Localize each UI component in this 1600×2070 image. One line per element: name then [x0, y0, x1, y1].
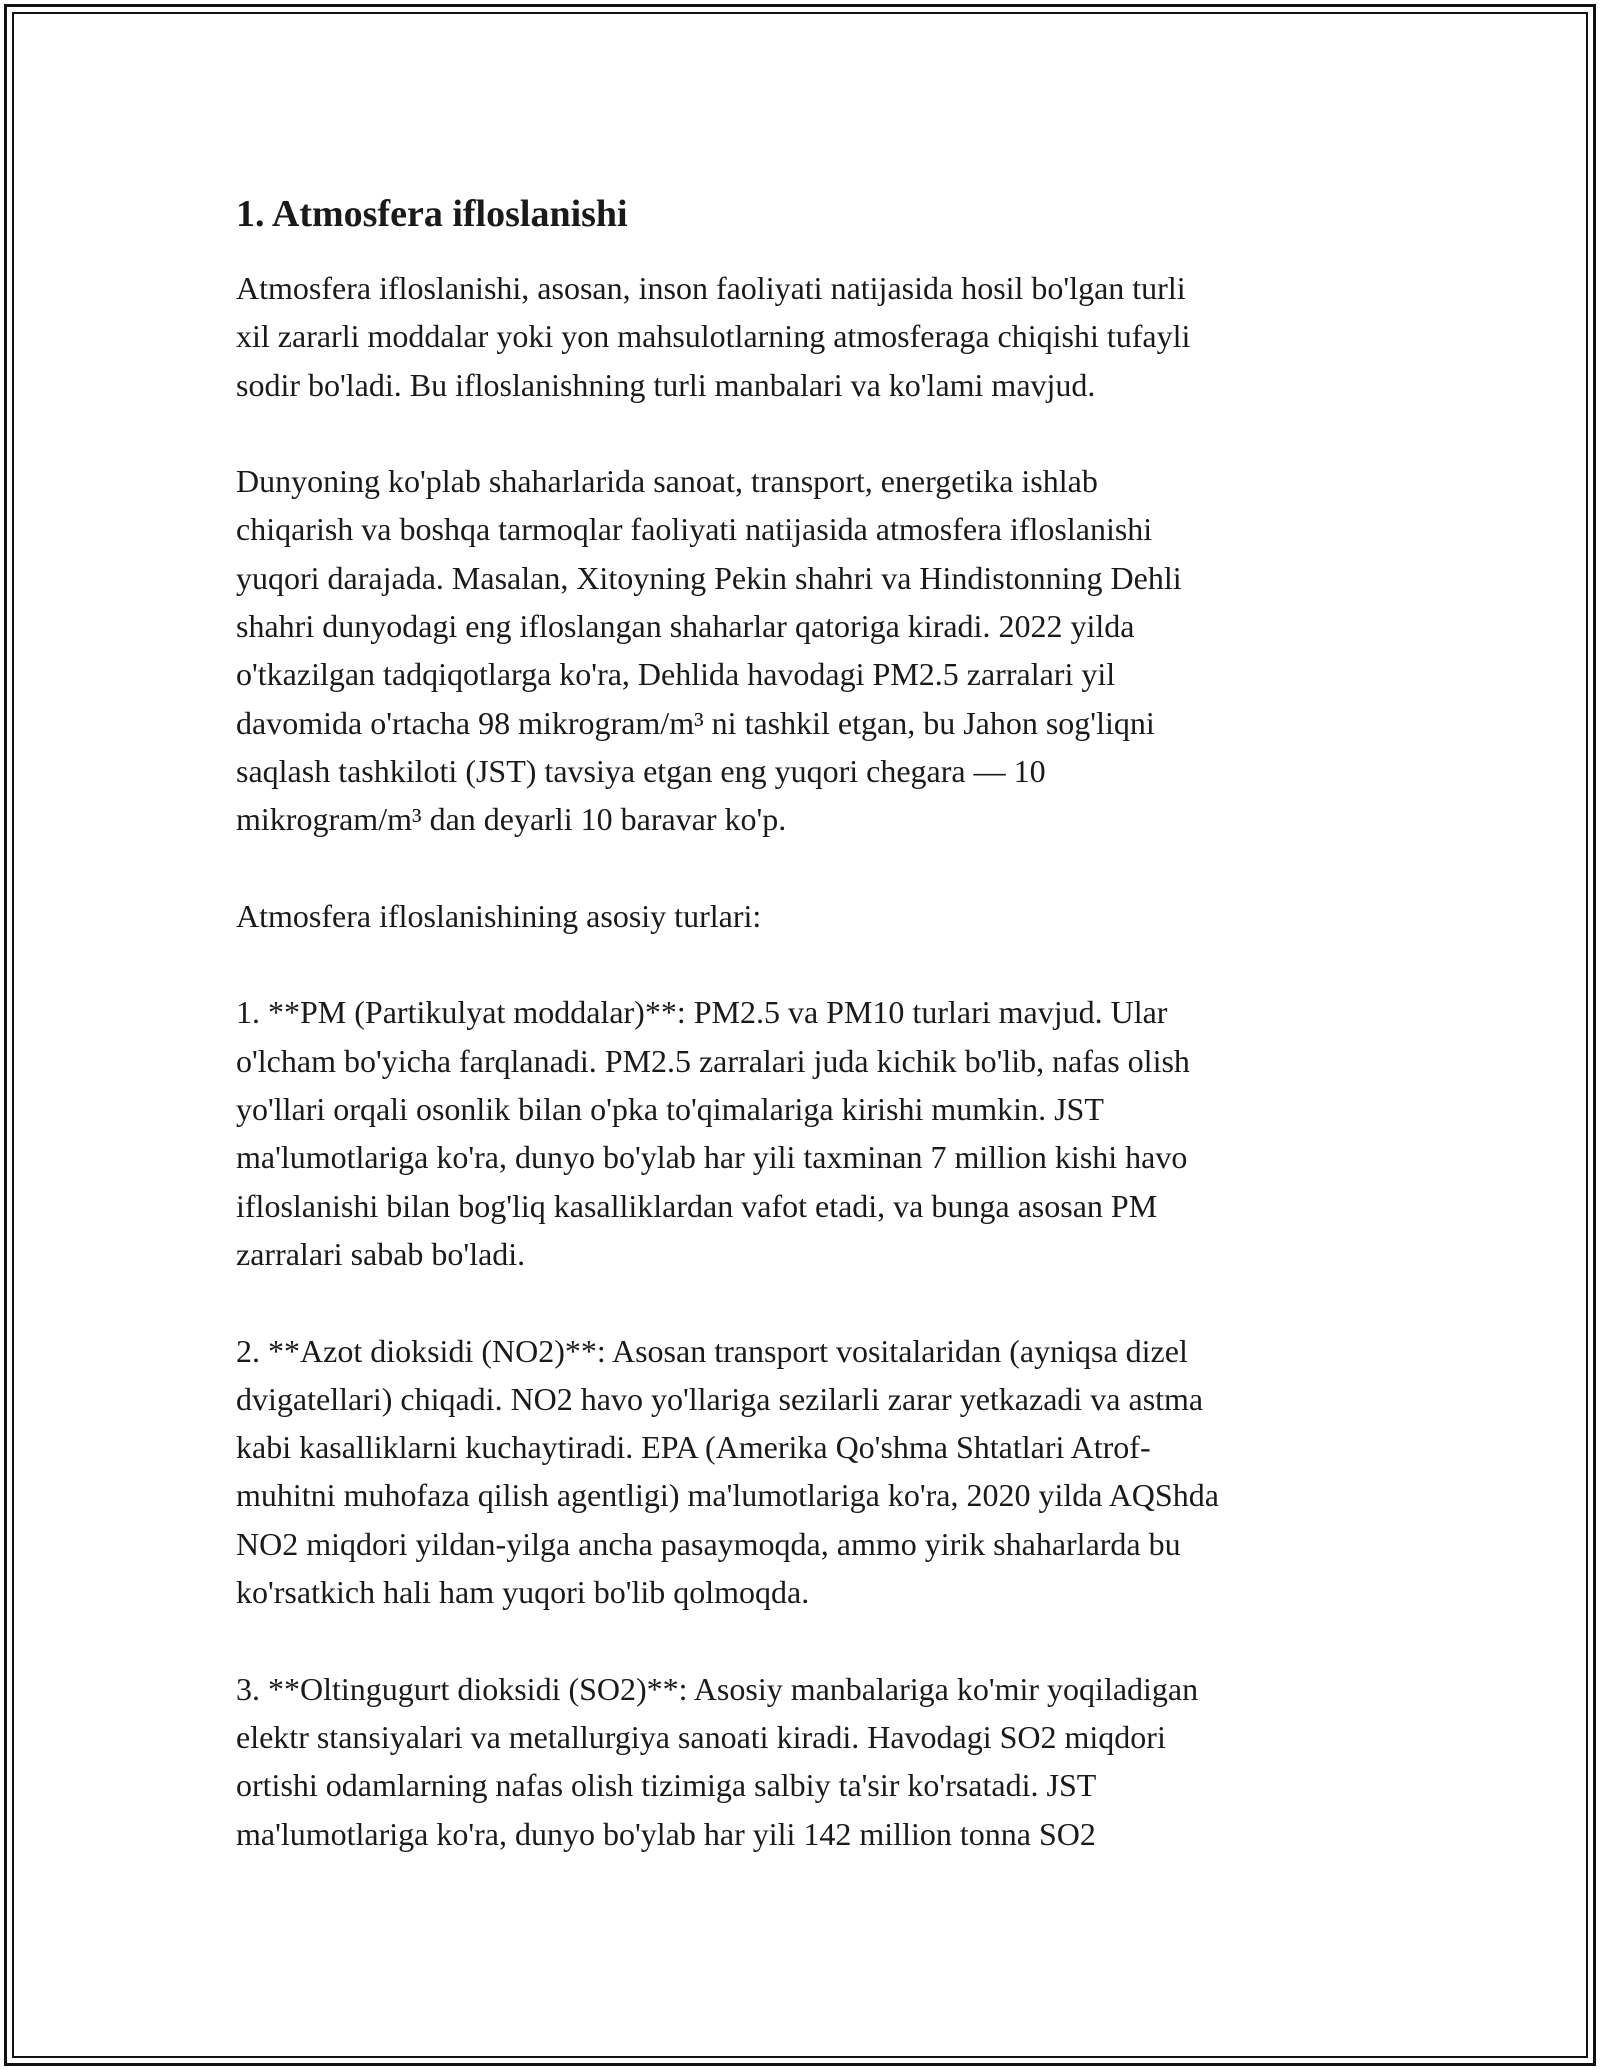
paragraph-intro: Atmosfera ifloslanishi, asosan, inson faoliyati natijasida hosil bo'lgan turli xil zararli moddalar yoki yon mahsulotlarning atmosferaga chiqishi tufayli sodir bo'ladi. Bu ifloslanishning turli manbalari va ko'lami mavjud.	[236, 270, 1191, 403]
section-heading: 1. Atmosfera ifloslanishi	[236, 193, 628, 235]
paragraph-types-intro: Atmosfera ifloslanishining asosiy turlari:	[236, 897, 762, 934]
document-body	[236, 190, 1366, 1858]
list-item-so2: 3. **Oltingugurt dioksidi (SO2)**: Asosiy manbalariga ko'mir yoqiladigan elektr stansiyalari va metallurgiya sanoati kiradi. Havodagi SO2 miqdori ortishi odamlarning nafas olish tizimiga salbiy ta'sir ko'rsatadi. JST ma'lumotlariga ko'ra, dunyo bo'ylab har yili 142 million tonna SO2	[236, 1670, 1199, 1852]
list-item-pm: 1. **PM (Partikulyat moddalar)**: PM2.5 va PM10 turlari mavjud. Ular o'lcham bo'yicha farqlanadi. PM2.5 zarralari juda kichik bo'lib, nafas olish yo'llari orqali osonlik bilan o'pka to'qimalariga kirishi mumkin. JST ma'lumotlariga ko'ra, dunyo bo'ylab har yili taxminan 7 million kishi havo ifloslanishi bilan bog'liq kasalliklardan vafot etadi, va bunga asosan PM zarralari sabab bo'ladi.	[236, 994, 1190, 1272]
list-item-no2: 2. **Azot dioksidi (NO2)**: Asosan transport vositalaridan (ayniqsa dizel dvigatellari) chiqadi. NO2 havo yo'llariga sezilarli zarar yetkazadi va astma kabi kasalliklarni kuchaytiradi. EPA (Amerika Qo'shma Shtatlari Atrof- muhitni muhofaza qilish agentligi) ma'lumotlariga ko'ra, 2020 yilda AQShda NO2 miqdori yildan-yilga ancha pasaymoqda, ammo yirik shaharlarda bu ko'rsatkich hali ham yuqori bo'lib qolmoqda.	[236, 1332, 1219, 1611]
paragraph-cities: Dunyoning ko'plab shaharlarida sanoat, transport, energetika ishlab chiqarish va boshqa tarmoqlar faoliyati natijasida atmosfera ifloslanishi yuqori darajada. Masalan, Xitoyning Pekin shahri va Hindistonning Dehli shahri dunyodagi eng ifloslangan shaharlar qatoriga kiradi. 2022 yilda o'tkazilgan tadqiqotlarga ko'ra, Dehlida havodagi PM2.5 zarralari yil davomida o'rtacha 98 mikrogram/m³ ni tashkil etgan, bu Jahon sog'liqni saqlash tashkiloti (JST) tavsiya etgan eng yuqori chegara — 10 mikrogram/m³ dan deyarli 10 baravar ko'p.	[236, 463, 1182, 838]
